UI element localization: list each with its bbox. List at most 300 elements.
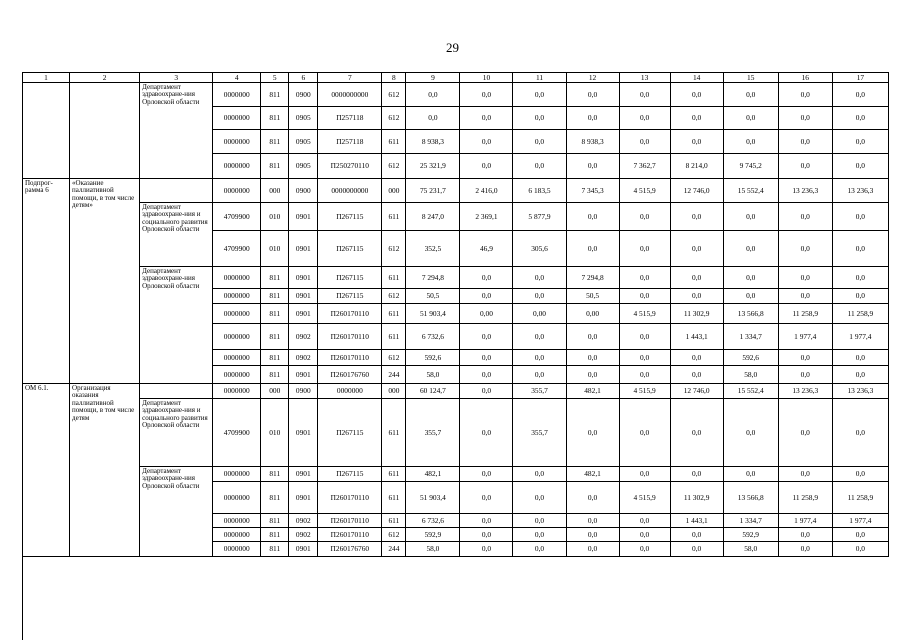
table-cell: 0,0 (566, 528, 619, 542)
table-cell: 811 (261, 107, 289, 130)
table-cell: 0,0 (460, 482, 513, 514)
table-cell: 612 (382, 350, 406, 366)
table-cell: 0,0 (778, 267, 832, 289)
table-cell: 11 258,9 (832, 304, 888, 324)
table-cell: 4 515,9 (619, 179, 670, 203)
table-cell: 592,6 (723, 350, 778, 366)
table-cell: 0,0 (832, 107, 888, 130)
table-cell: 0900 (289, 83, 318, 107)
measure-code: ОМ 6.1. (23, 384, 70, 557)
table-cell: 0,0 (513, 130, 566, 154)
table-cell: 8 214,0 (670, 154, 723, 179)
table-cell: 4709900 (213, 231, 261, 267)
header-cell: 1 (23, 73, 70, 83)
table-cell: 0901 (289, 366, 318, 384)
table-cell: П257118 (318, 130, 382, 154)
table-cell: 0,0 (723, 203, 778, 231)
table-cell: 000 (382, 179, 406, 203)
table-cell: 0000000 (213, 366, 261, 384)
table-cell: 0,0 (619, 366, 670, 384)
table-cell: 0,0 (619, 289, 670, 304)
table-cell: 0,0 (670, 130, 723, 154)
table-cell: 0,0 (723, 130, 778, 154)
table-cell: 0,0 (460, 130, 513, 154)
table-row (23, 179, 889, 203)
table-cell: 0000000 (213, 542, 261, 557)
table-cell: 0,0 (778, 542, 832, 557)
table-cell: 244 (382, 366, 406, 384)
table-cell: 11 258,9 (778, 482, 832, 514)
table-cell: 0,0 (513, 542, 566, 557)
table-cell: 0,0 (832, 289, 888, 304)
table-cell: 0,0 (778, 154, 832, 179)
table-cell: 0,0 (566, 324, 619, 350)
table-cell: 0,0 (566, 350, 619, 366)
table-cell: 6 732,6 (406, 324, 460, 350)
table-cell: 1 977,4 (832, 514, 888, 528)
table-cell: 0,0 (670, 83, 723, 107)
table-cell: 0000000 (213, 528, 261, 542)
table-cell: 13 236,3 (778, 179, 832, 203)
table-cell: 482,1 (566, 467, 619, 482)
subprogram-code: Подпрог-рамма 6 (23, 179, 70, 384)
table-cell: 0,0 (460, 528, 513, 542)
table-cell: 010 (261, 203, 289, 231)
table-row (23, 384, 889, 399)
table-cell: 0,0 (566, 203, 619, 231)
table-cell: 811 (261, 528, 289, 542)
table-cell: 0000000 (213, 384, 261, 399)
table-cell: 0,0 (513, 514, 566, 528)
empty-cell (140, 179, 213, 203)
table-cell: 0,0 (460, 467, 513, 482)
table-cell: 4 515,9 (619, 384, 670, 399)
table-cell: 0000000 (213, 83, 261, 107)
responsible-executor: Департамент здравоохране-ния Орловской области (140, 267, 213, 384)
table-cell: 0,0 (566, 83, 619, 107)
table-cell: 11 258,9 (832, 482, 888, 514)
table-cell: 1 977,4 (832, 324, 888, 350)
table-cell: 11 302,9 (670, 482, 723, 514)
table-cell: 58,0 (723, 366, 778, 384)
table-cell: 611 (382, 467, 406, 482)
table-cell: 0,00 (513, 304, 566, 324)
table-cell: 0,0 (723, 107, 778, 130)
table-cell: 46,9 (460, 231, 513, 267)
table-cell: 611 (382, 399, 406, 467)
table-cell: 0,0 (406, 83, 460, 107)
header-cell: 11 (513, 73, 566, 83)
header-cell: 14 (670, 73, 723, 83)
table-cell: 612 (382, 289, 406, 304)
table-cell: 0,0 (513, 467, 566, 482)
table-cell: 0,0 (513, 289, 566, 304)
budget-table (22, 72, 889, 557)
header-cell: 2 (70, 73, 140, 83)
table-cell: 51 903,4 (406, 482, 460, 514)
table-cell: 0,0 (460, 324, 513, 350)
table-row (23, 203, 889, 231)
table-cell: 0000000000 (318, 83, 382, 107)
table-cell: 244 (382, 542, 406, 557)
subprogram-name: «Оказание паллиативной помощи, в том числе детям» (70, 179, 140, 384)
table-cell: 0,0 (670, 231, 723, 267)
table-cell: 000 (261, 384, 289, 399)
table-cell: 4709900 (213, 399, 261, 467)
table-cell: 0000000 (213, 514, 261, 528)
table-cell: 611 (382, 130, 406, 154)
table-cell: 355,7 (513, 399, 566, 467)
table-cell: 611 (382, 267, 406, 289)
table-cell: П267115 (318, 467, 382, 482)
table-cell: 0,0 (670, 399, 723, 467)
table-cell: 0,0 (460, 366, 513, 384)
table-cell: 0,0 (513, 267, 566, 289)
table-cell: 0,0 (619, 350, 670, 366)
table-cell: П260170110 (318, 514, 382, 528)
table-cell: 0,0 (619, 528, 670, 542)
table-cell: 0,0 (670, 542, 723, 557)
table-cell: П267115 (318, 399, 382, 467)
table-cell: 612 (382, 107, 406, 130)
table-cell: 612 (382, 231, 406, 267)
table-cell: П260170110 (318, 350, 382, 366)
table-cell: 0,0 (670, 203, 723, 231)
table-cell: 0,0 (619, 542, 670, 557)
table-cell: 0901 (289, 482, 318, 514)
table-cell: 0,0 (778, 107, 832, 130)
table-row (23, 83, 889, 107)
table-cell: 0,0 (460, 154, 513, 179)
table-cell: 0,0 (566, 399, 619, 467)
table-cell: П267115 (318, 267, 382, 289)
table-cell: 11 302,9 (670, 304, 723, 324)
table-cell: 0,0 (723, 267, 778, 289)
table-cell: 12 746,0 (670, 179, 723, 203)
table-cell: 0,0 (832, 366, 888, 384)
table-cell: 0000000 (213, 179, 261, 203)
header-cell: 10 (460, 73, 513, 83)
table-cell: 0,0 (619, 231, 670, 267)
table-cell: 0,0 (513, 154, 566, 179)
table-cell: 58,0 (723, 542, 778, 557)
table-cell: 0,0 (619, 107, 670, 130)
table-cell: 0901 (289, 203, 318, 231)
table-cell: 0,0 (566, 366, 619, 384)
table-cell: 0,0 (670, 350, 723, 366)
header-cell: 3 (140, 73, 213, 83)
table-cell: 0,0 (832, 267, 888, 289)
table-cell: 1 334,7 (723, 514, 778, 528)
table-cell: 811 (261, 289, 289, 304)
table-cell: 0,0 (670, 467, 723, 482)
table-cell: П260170110 (318, 304, 382, 324)
table-cell: 0901 (289, 399, 318, 467)
table-cell: 0,0 (460, 514, 513, 528)
table-cell: 0,0 (778, 528, 832, 542)
table-cell: 0,0 (566, 542, 619, 557)
table-cell: 611 (382, 304, 406, 324)
header-cell: 4 (213, 73, 261, 83)
table-cell: 58,0 (406, 542, 460, 557)
table-cell: 352,5 (406, 231, 460, 267)
table-row (23, 467, 889, 482)
table-cell: 482,1 (566, 384, 619, 399)
table-cell: 1 977,4 (778, 514, 832, 528)
table-cell: 0000000 (213, 154, 261, 179)
table-cell: 0,0 (619, 130, 670, 154)
table-cell: 592,6 (406, 350, 460, 366)
empty-cell (140, 384, 213, 399)
table-cell: 0901 (289, 542, 318, 557)
table-cell: 1 334,7 (723, 324, 778, 350)
header-cell: 13 (619, 73, 670, 83)
table-cell: 0,0 (619, 399, 670, 467)
table-cell: 58,0 (406, 366, 460, 384)
table-cell: 811 (261, 324, 289, 350)
table-cell: 0902 (289, 514, 318, 528)
table-cell: 0,0 (723, 83, 778, 107)
table-cell: 0,0 (566, 482, 619, 514)
table-cell: 0,0 (619, 203, 670, 231)
table-cell: 0000000 (213, 304, 261, 324)
table-cell: 811 (261, 267, 289, 289)
table-cell: 0000000 (213, 324, 261, 350)
table-cell: 0,0 (513, 482, 566, 514)
table-cell: 0902 (289, 528, 318, 542)
table-cell: 1 443,1 (670, 324, 723, 350)
table-cell: 0,0 (832, 528, 888, 542)
table-cell: 010 (261, 231, 289, 267)
table-cell: 13 236,3 (778, 384, 832, 399)
table-cell: 0905 (289, 107, 318, 130)
table-cell: 0000000000 (318, 179, 382, 203)
table-cell: 0,0 (566, 107, 619, 130)
table-cell: 0,0 (566, 231, 619, 267)
table-cell: 1 443,1 (670, 514, 723, 528)
table-cell: 355,7 (406, 399, 460, 467)
table-cell: 811 (261, 366, 289, 384)
table-cell: 8 938,3 (566, 130, 619, 154)
table-cell: 4 515,9 (619, 304, 670, 324)
table-cell: 000 (261, 179, 289, 203)
header-cell: 5 (261, 73, 289, 83)
table-cell: 7 294,8 (566, 267, 619, 289)
table-cell: 6 732,6 (406, 514, 460, 528)
table-cell: 15 552,4 (723, 179, 778, 203)
table-cell: П260176760 (318, 366, 382, 384)
table-cell: 0905 (289, 130, 318, 154)
table-cell: 0,00 (460, 304, 513, 324)
table-cell: 5 877,9 (513, 203, 566, 231)
table-cell: 0,0 (513, 324, 566, 350)
table-cell: 50,5 (406, 289, 460, 304)
table-cell: 811 (261, 482, 289, 514)
table-cell: 4 515,9 (619, 482, 670, 514)
table-cell: 811 (261, 514, 289, 528)
table-cell: 7 294,8 (406, 267, 460, 289)
table-cell: 0,0 (832, 231, 888, 267)
header-cell: 17 (832, 73, 888, 83)
table-cell: 000 (382, 384, 406, 399)
table-cell: 0,0 (832, 542, 888, 557)
table-cell: 8 247,0 (406, 203, 460, 231)
table-row (23, 267, 889, 289)
table-cell: 0901 (289, 467, 318, 482)
table-cell: 0,0 (723, 399, 778, 467)
table-cell: 0,0 (778, 231, 832, 267)
table-cell: 0,0 (460, 107, 513, 130)
table-cell: 0,0 (619, 324, 670, 350)
table-cell: 0,0 (778, 289, 832, 304)
table-cell: 0,0 (832, 154, 888, 179)
table-cell: 25 321,9 (406, 154, 460, 179)
responsible-executor: Департамент здравоохране-ния и социального развития Орловской области (140, 399, 213, 467)
header-cell: 8 (382, 73, 406, 83)
table-cell: 0,0 (670, 289, 723, 304)
table-cell: 355,7 (513, 384, 566, 399)
table-cell: 0,0 (723, 289, 778, 304)
table-cell: П267115 (318, 289, 382, 304)
table-cell: 0,0 (832, 399, 888, 467)
header-cell: 12 (566, 73, 619, 83)
table-cell: 612 (382, 154, 406, 179)
table-cell: 60 124,7 (406, 384, 460, 399)
table-cell: П267115 (318, 231, 382, 267)
table-cell: П260170110 (318, 324, 382, 350)
table-cell: 0,0 (778, 203, 832, 231)
table-cell: 0900 (289, 179, 318, 203)
table-cell: П250270110 (318, 154, 382, 179)
table-cell: 0,0 (778, 366, 832, 384)
table-cell: 11 258,9 (778, 304, 832, 324)
table-cell: 0,0 (832, 467, 888, 482)
table-cell: 0901 (289, 231, 318, 267)
table-cell: 51 903,4 (406, 304, 460, 324)
table-cell: 611 (382, 324, 406, 350)
table-cell: 2 416,0 (460, 179, 513, 203)
table-cell: 0000000 (213, 130, 261, 154)
header-cell: 6 (289, 73, 318, 83)
table-cell: 612 (382, 83, 406, 107)
table-cell: 0,0 (778, 467, 832, 482)
table-cell: 811 (261, 304, 289, 324)
table-cell: 0901 (289, 267, 318, 289)
empty-cell (70, 83, 140, 179)
table-cell: 0901 (289, 289, 318, 304)
table-cell: 50,5 (566, 289, 619, 304)
table-cell: 0000000 (213, 107, 261, 130)
table-cell: 0000000 (318, 384, 382, 399)
table-cell: 0,0 (460, 399, 513, 467)
table-cell: 0,0 (406, 107, 460, 130)
table-cell: 0,0 (460, 542, 513, 557)
table-cell: 7 362,7 (619, 154, 670, 179)
table-cell: 305,6 (513, 231, 566, 267)
table-cell: 0000000 (213, 350, 261, 366)
table-cell: 0,0 (460, 83, 513, 107)
table-cell: 13 566,8 (723, 482, 778, 514)
empty-cell (23, 83, 70, 179)
table-cell: 592,9 (723, 528, 778, 542)
table-cell: 0900 (289, 384, 318, 399)
table-cell: 611 (382, 203, 406, 231)
table-cell: 811 (261, 130, 289, 154)
table-cell: 12 746,0 (670, 384, 723, 399)
table-cell: 0,0 (778, 130, 832, 154)
table-cell: П260170110 (318, 528, 382, 542)
table-cell: 0,0 (619, 83, 670, 107)
table-cell: 0000000 (213, 482, 261, 514)
table-cell: 8 938,3 (406, 130, 460, 154)
table-cell: 0,0 (619, 467, 670, 482)
table-cell: 0,0 (566, 514, 619, 528)
table-cell: 75 231,7 (406, 179, 460, 203)
table-cell: П260170110 (318, 482, 382, 514)
table-cell: 7 345,3 (566, 179, 619, 203)
table-cell: 0,0 (513, 107, 566, 130)
table-cell: 0,0 (460, 289, 513, 304)
measure-name: Организация оказания паллиативной помощи, в том числе детям (70, 384, 140, 557)
table-cell: 811 (261, 467, 289, 482)
table-cell: 13 236,3 (832, 384, 888, 399)
table-cell: 0,0 (513, 83, 566, 107)
table-cell: 010 (261, 399, 289, 467)
table-cell: 0,0 (778, 350, 832, 366)
table-cell: 0000000 (213, 267, 261, 289)
table-cell: П267115 (318, 203, 382, 231)
table-cell: 0902 (289, 324, 318, 350)
table-cell: 0,0 (670, 366, 723, 384)
table-cell: 13 236,3 (832, 179, 888, 203)
table-row (23, 399, 889, 467)
table-cell: 0,0 (832, 350, 888, 366)
table-cell: П257118 (318, 107, 382, 130)
table-cell: 0,0 (460, 384, 513, 399)
table-cell: 611 (382, 482, 406, 514)
header-cell: 7 (318, 73, 382, 83)
table-cell: 0,0 (670, 267, 723, 289)
table-cell: 0,0 (832, 83, 888, 107)
table-cell: 0,0 (619, 514, 670, 528)
table-cell: 612 (382, 528, 406, 542)
table-cell: 0901 (289, 304, 318, 324)
table-cell: 0,0 (832, 203, 888, 231)
table-cell: 811 (261, 154, 289, 179)
table-cell: 0,0 (619, 267, 670, 289)
responsible-executor: Департамент здравоохране-ния и социального развития Орловской области (140, 203, 213, 267)
table-cell: 0,0 (513, 366, 566, 384)
table-cell: 0000000 (213, 289, 261, 304)
table-cell: 9 745,2 (723, 154, 778, 179)
table-cell: П260176760 (318, 542, 382, 557)
table-cell: 811 (261, 83, 289, 107)
table-cell: 611 (382, 514, 406, 528)
table-cell: 0902 (289, 350, 318, 366)
table-cell: 13 566,8 (723, 304, 778, 324)
table-cell: 811 (261, 542, 289, 557)
table-cell: 0,0 (513, 350, 566, 366)
table-cell: 15 552,4 (723, 384, 778, 399)
table-cell: 0,0 (778, 83, 832, 107)
table-cell: 0,0 (566, 154, 619, 179)
table-cell: 4709900 (213, 203, 261, 231)
table-cell: 2 369,1 (460, 203, 513, 231)
table-cell: 0,0 (723, 231, 778, 267)
header-cell: 16 (778, 73, 832, 83)
header-cell: 15 (723, 73, 778, 83)
table-cell: 0,0 (460, 350, 513, 366)
